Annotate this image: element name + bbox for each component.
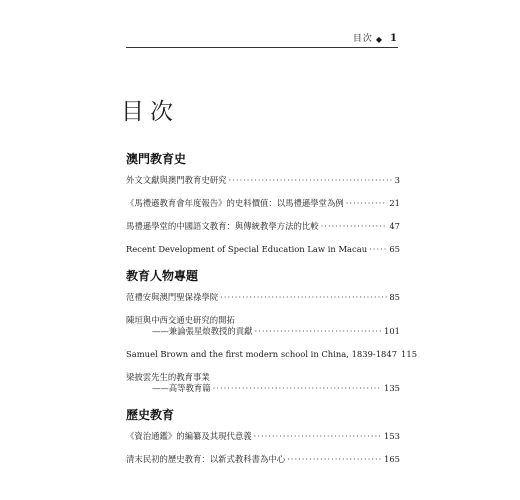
leader-dots <box>213 383 382 394</box>
toc-entry-page: 3 <box>394 175 400 185</box>
toc-entry-page: 165 <box>384 454 400 464</box>
toc-entry-page: 115 <box>401 349 418 359</box>
toc-entry[interactable] <box>126 198 400 209</box>
toc-entry-subtitle: ——高等教育篇 <box>152 383 211 393</box>
leader-dots <box>287 454 382 465</box>
section-heading: 歷史教育 <box>126 408 175 422</box>
diamond-icon: ◆ <box>375 35 384 44</box>
toc-entry-page: 135 <box>384 383 400 393</box>
leader-dots <box>346 198 388 209</box>
toc-entry-page: 47 <box>389 221 400 231</box>
running-header <box>126 30 398 48</box>
page-title: 目次 <box>121 99 179 125</box>
toc-entry-subtitle: ——兼論張星烺教授的貢獻 <box>152 326 253 336</box>
leader-dots <box>254 431 382 442</box>
running-title: 目次 <box>352 34 373 44</box>
leader-dots <box>321 221 388 232</box>
table-of-contents <box>126 150 418 477</box>
leader-dots <box>255 326 383 337</box>
toc-entry-subline <box>126 326 400 337</box>
toc-entry-title: 《資治通鑑》的編纂及其現代意義 <box>126 431 252 441</box>
page-number: 1 <box>390 33 398 44</box>
section-heading: 澳門教育史 <box>126 152 187 166</box>
toc-entry-title: 《馬禮遜教育會年度報告》的史料價值：以馬禮遜學堂為例 <box>126 198 344 208</box>
toc-entry-title: 清末民初的歷史教育：以新式教科書為中心 <box>126 454 286 464</box>
toc-entry-title: Recent Development of Special Education Law in Macau <box>126 244 368 254</box>
toc-entry-page: 85 <box>389 292 400 302</box>
toc-entry[interactable] <box>126 349 418 360</box>
toc-entry[interactable] <box>126 221 400 232</box>
toc-entry-title: 梁披雲先生的教育事業 <box>126 372 210 382</box>
toc-entry[interactable] <box>126 315 400 337</box>
toc-entry-page: 21 <box>389 198 400 208</box>
toc-entry[interactable] <box>126 292 400 303</box>
toc-entry-page: 153 <box>384 431 400 441</box>
toc-entry[interactable] <box>126 175 400 186</box>
section-heading: 教育人物專題 <box>126 269 199 283</box>
toc-entry-subline <box>126 383 400 394</box>
toc-entry[interactable] <box>126 454 400 465</box>
toc-entry[interactable] <box>126 244 400 255</box>
toc-entry-title: 馬禮遜學堂的中國語文教育：與傳統教學方法的比較 <box>126 221 319 231</box>
toc-entry-title: 外文文獻與澳門教育史研究 <box>126 175 227 185</box>
leader-dots <box>369 244 387 255</box>
toc-entry[interactable] <box>126 372 400 394</box>
leader-dots <box>229 175 393 186</box>
toc-entry-title: Samuel Brown and the first modern school in China, 1839-1847 <box>126 349 398 359</box>
toc-entry-title: 陳垣與中西交通史研究的開拓 <box>126 315 235 325</box>
toc-entry-page: 101 <box>384 326 400 336</box>
toc-entry-title: 范禮安與澳門聖保祿學院 <box>126 292 219 302</box>
toc-entry[interactable] <box>126 431 400 442</box>
toc-entry-page: 65 <box>389 244 400 254</box>
leader-dots <box>220 292 387 303</box>
